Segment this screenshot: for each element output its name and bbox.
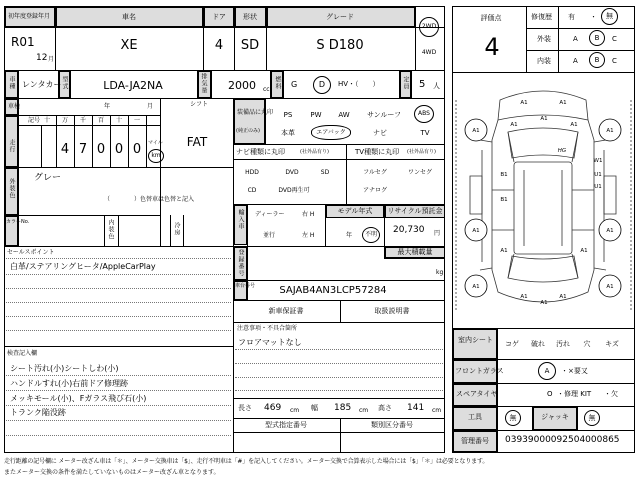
capacity: 5 (419, 79, 426, 90)
import-left-hand: 左 H (302, 232, 315, 239)
vehicle-type: レンタカー (22, 80, 62, 89)
nav-cd: CD (247, 187, 257, 194)
mgmt-number-label: 管理番号 (461, 437, 489, 445)
seat-scratch: キズ (605, 340, 619, 348)
exterior-a: A (573, 35, 578, 43)
diagram-mark: U1 (594, 184, 602, 190)
capacity-unit: 人 (433, 82, 440, 90)
height-unit: cm (432, 407, 442, 414)
fuel-d-circle: D (313, 76, 331, 94)
tools-label: 工具 (468, 413, 482, 421)
interior-c: C (612, 57, 617, 65)
diagram-mark: U1 (594, 172, 602, 178)
record-label: 記号 (28, 117, 41, 124)
spare-tire-ok: O (547, 390, 553, 398)
import-parallel: 並行 (263, 232, 276, 239)
repair-no-circle: 無 (601, 8, 618, 25)
mileage-digit: 7 (78, 142, 88, 157)
diagram-mark: B1 (500, 172, 508, 178)
diagram-mark: A1 (559, 294, 567, 300)
length-unit: cm (290, 407, 300, 414)
diagram-mark: A1 (472, 128, 480, 134)
width-label: 幅 (311, 404, 318, 412)
inspection-line: メッキモール(小)、Fガラス飛び石(小) (10, 394, 147, 403)
mileage-digit: 0 (132, 142, 142, 157)
fuel-g: G (291, 80, 298, 89)
unit-man: 万 (61, 117, 69, 124)
color-label: 外装色 (8, 178, 15, 199)
diagram-mark: A1 (540, 116, 548, 122)
width: 185 (334, 403, 352, 413)
import-dealer: ディーラー (255, 211, 285, 218)
sales-point: 白革/ステアリングヒータ/AppleCarPlay (10, 262, 156, 271)
first-reg-label: 初年度登録年月 (8, 13, 51, 20)
interior-label: 内装 (537, 57, 551, 65)
notes-label: 注意事項・不具合箇所 (237, 325, 298, 332)
equipment-label: 装備品に丸印 (237, 109, 274, 116)
chassis-number: SAJAB4AN3LCP57284 (279, 285, 387, 296)
length: 469 (264, 403, 282, 413)
height: 141 (407, 403, 425, 413)
type-label: 車種 (8, 76, 15, 90)
equip-sunroof: サンルーフ (366, 111, 402, 119)
diagram-mark: A1 (520, 294, 528, 300)
recycle-value: 20,730 (393, 225, 425, 235)
mileage-digit: 0 (96, 142, 106, 157)
unit-hyaku: 百 (97, 117, 105, 124)
type-number-label: 型式指定番号 (265, 421, 307, 429)
chassis-label: 車台番号 (235, 283, 256, 289)
seat-tear: 破れ (531, 340, 545, 348)
fuel-hv: HV・（ ） (338, 80, 380, 88)
mileage-digit: 0 (114, 142, 124, 157)
max-load-unit: kg (436, 269, 444, 276)
diagram-mark: A1 (570, 122, 578, 128)
interior-a: A (573, 57, 578, 65)
seat-hole: 穴 (583, 340, 591, 348)
sales-label: セールスポイント (7, 249, 55, 256)
tv-oneseg: ワンセグ (407, 169, 433, 176)
diagram-mark: W1 (593, 158, 603, 164)
tv-type-label: TV種類に丸印 (355, 148, 400, 156)
seat-burn: コゲ (505, 340, 519, 348)
interior-b-circle: B (589, 52, 605, 68)
equip-abs-circle: ABS (414, 105, 434, 123)
car-name: XE (120, 38, 138, 53)
drive-4wd: 4WD (421, 49, 437, 56)
first-reg-month: 12 (36, 53, 48, 63)
model-label: 型式 (61, 76, 68, 90)
diagram-mark: A1 (606, 284, 614, 290)
model-year-unknown-circle: 不明 (362, 227, 380, 243)
diagram-mark: B1 (500, 197, 508, 203)
grade: S D180 (316, 38, 364, 53)
inspection-label: 車検 (8, 103, 21, 110)
repair-yes: 有 (568, 13, 575, 21)
tv-fullseg: フルセグ (363, 169, 387, 176)
shift-label: シフト (189, 101, 209, 108)
color: グレー (34, 173, 62, 183)
diagram-mark: A1 (559, 100, 567, 106)
fuel-label: 燃料 (274, 76, 281, 90)
tv-analog: アナログ (362, 187, 388, 194)
interior-color-label: 内装色 (107, 219, 114, 240)
diagram-mark: A1 (472, 228, 480, 234)
import-right-hand: 右 H (302, 211, 315, 218)
width-unit: cm (359, 407, 369, 414)
mgmt-number: 03939000092504000865 (505, 435, 620, 445)
mileage-digit: 4 (60, 142, 70, 157)
unit-ju-man: 十 (43, 117, 51, 124)
inspection-line: ハンドルすれ(小)右前ドア修理跡 (10, 379, 129, 388)
equip-leather: 本革 (281, 129, 295, 137)
score-label: 評価点 (480, 14, 502, 22)
recycle-unit: 円 (434, 230, 441, 237)
diagram-mark: A1 (500, 248, 508, 254)
windshield-a-circle: A (538, 362, 556, 380)
diagram-mark: A1 (510, 122, 518, 128)
diagram-handwritten: HG (557, 148, 567, 154)
equip-ps: PS (283, 111, 293, 119)
displacement-label: 排気量 (200, 73, 207, 94)
unit-ju: 十 (115, 117, 123, 124)
import-label: 輸入車 (237, 209, 244, 230)
notes-text: フロアマットなし (238, 338, 302, 347)
length-label: 長さ (238, 404, 252, 412)
nav-dvd-play: DVD再生可 (278, 187, 310, 194)
displacement: 2000 (228, 79, 256, 92)
mileage-label: 走行 (8, 139, 15, 153)
diagram-mark: A1 (580, 248, 588, 254)
shift: FAT (186, 135, 208, 149)
spare-tire-label: スペアタイヤ (456, 390, 498, 398)
tools-none-circle: 無 (505, 410, 521, 426)
tv-type-sub: (社外品有り) (407, 149, 436, 155)
footer-note-1: 走行距離の記号欄に メーター改ざん車は「＊」、メーター交換車は「$」、走行不明車は「#」を記入してください。メーター交換で合算表示した場合には「$」「＊」は必要となります。 (4, 458, 489, 465)
equip-pw: PW (310, 111, 322, 119)
doors: 4 (214, 38, 224, 53)
equipment-sub: (純正のみ) (236, 128, 260, 134)
windshield-rest: ・×要又 (561, 367, 588, 375)
recycle-label: リサイクル預託金 (387, 207, 443, 215)
nav-sd: SD (320, 169, 330, 176)
doors-label: ドア (212, 13, 226, 21)
footer-note-2: またメーター交換の条件を満たしていないものはメーター改ざん車となります。 (4, 469, 220, 476)
cold-label: 冷房 (173, 222, 180, 236)
drive-2wd-circle: 2WD (419, 17, 439, 37)
diagram-mark: A1 (540, 300, 548, 306)
nav-hdd: HDD (245, 169, 259, 176)
grade-label: グレード (326, 13, 354, 21)
first-reg-era: R01 (11, 35, 35, 49)
class-number-label: 類別区分番号 (371, 421, 413, 429)
spare-tire-repair-kit: ・修理 KIT (557, 390, 592, 398)
jack-label: ジャッキ (541, 413, 569, 421)
nav-dvd: DVD (285, 169, 299, 176)
capacity-label: 定員 (402, 76, 409, 90)
color-note: （ ）色替車は色替と記入 (104, 196, 195, 203)
diagram-mark: A1 (606, 228, 614, 234)
equip-navi: ナビ (373, 129, 387, 137)
inspection-line: シート汚れ(小)シートしわ(小) (10, 364, 119, 373)
nav-type-sub: (社外品有り) (300, 149, 329, 155)
spare-tire-missing: ・欠 (604, 390, 618, 398)
inspection-year-label: 年 (104, 103, 111, 110)
new-car-warranty: 新車保証書 (268, 307, 304, 315)
exterior-label: 外装 (537, 35, 551, 43)
car-name-label: 車名 (122, 13, 136, 21)
shape: SD (240, 38, 260, 53)
exterior-c: C (612, 35, 617, 43)
unit-mile: マイル (148, 140, 163, 146)
equip-tv: TV (420, 129, 430, 137)
exterior-b-circle: B (589, 30, 605, 46)
reg-no-label: 登録番号 (237, 249, 244, 277)
max-load-label: 最大積載量 (397, 248, 433, 256)
color-no-label: カラーNo. (6, 219, 30, 225)
seat-stain: 汚れ (556, 340, 570, 348)
equip-airbag-circle: エアバック (311, 125, 351, 140)
shape-label: 形状 (243, 13, 257, 21)
displacement-unit: cc (263, 86, 270, 93)
diagram-mark: A1 (606, 128, 614, 134)
first-reg-month-unit: 月 (48, 56, 55, 63)
inspection-notes-label: 検査記入欄 (7, 350, 38, 357)
interior-seat-label: 室内シート (458, 336, 493, 344)
diagram-mark: A1 (520, 100, 528, 106)
inspection-month-label: 月 (147, 103, 154, 110)
score-value: 4 (484, 33, 500, 61)
model-year-unit: 年 (346, 232, 353, 239)
unit-km-circle: km (148, 149, 164, 163)
model: LDA-JA2NA (103, 79, 163, 92)
nav-type-label: ナビ種類に丸印 (236, 148, 285, 156)
diagram-mark: A1 (472, 284, 480, 290)
owner-manual: 取扱説明書 (374, 307, 410, 315)
windshield-label: フロントガラス (455, 367, 504, 375)
model-year-label: モデル年式 (337, 207, 373, 215)
unit-sen: 千 (79, 117, 87, 124)
equip-aw: AW (338, 111, 350, 119)
car-damage-diagram (452, 80, 635, 325)
jack-none-circle: 無 (584, 410, 600, 426)
repair-history-label: 修復歴 (531, 13, 552, 21)
inspection-line: トランク陥没跡 (10, 408, 66, 417)
height-label: 高さ (378, 404, 392, 412)
unit-ichi: 一 (133, 117, 141, 124)
